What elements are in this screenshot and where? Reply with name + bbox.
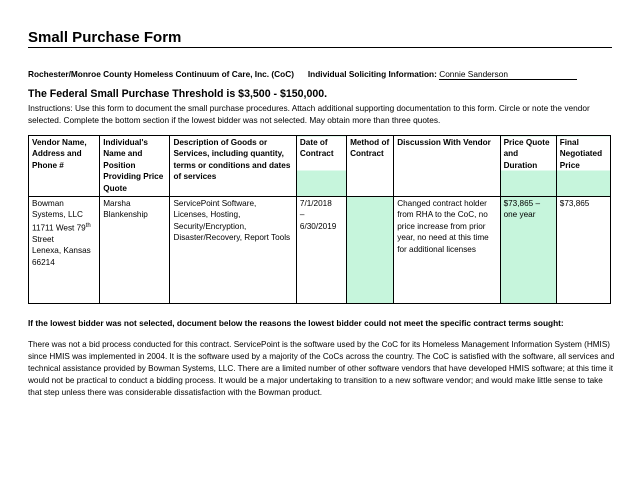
- date-end: 6/30/2019: [299, 221, 337, 231]
- header-date: Date of Contract: [296, 136, 346, 197]
- date-separator: –: [299, 210, 305, 220]
- table-header-row: [29, 136, 611, 197]
- solicit-label: Individual Soliciting Information:: [307, 69, 437, 79]
- instructions-text: Instructions: Use this form to document the small purchase procedures. Attach additional supporting documentation to this form. Circle or note the vendor selected. Complete the bottom section if the lowest bidder was not selected. May obtain more than three quotes.: [28, 103, 590, 125]
- cell-quote[interactable]: $73,865 – one year: [500, 197, 556, 304]
- cell-discussion[interactable]: Changed contract holder from RHA to the CoC, no price increase from prior year, no need at this time for additional licenses: [394, 197, 500, 304]
- cell-method[interactable]: [347, 197, 394, 304]
- org-line: [28, 69, 577, 80]
- threshold-heading: The Federal Small Purchase Threshold is $3,500 - $150,000.: [28, 88, 328, 100]
- table-row: [29, 197, 611, 304]
- header-vendor: Vendor Name, Address and Phone #: [29, 136, 100, 197]
- vendor-street-num: 11711 West 79: [32, 223, 86, 233]
- header-final: Final Negotiated Price: [556, 136, 610, 197]
- header-quote: Price Quote and Duration: [500, 136, 556, 197]
- cell-description[interactable]: ServicePoint Software, Licenses, Hosting, Security/Encryption, Disaster/Recovery, Report Tools: [170, 197, 296, 304]
- cell-date[interactable]: [296, 197, 346, 304]
- vendor-name: Bowman Systems, LLC: [32, 199, 83, 220]
- cell-individual[interactable]: Marsha Blankenship: [100, 197, 170, 304]
- solicit-name-field[interactable]: Connie Sanderson: [439, 69, 577, 80]
- cell-final[interactable]: $73,865: [556, 197, 610, 304]
- reason-body[interactable]: There was not a bid process conducted for this contract. ServicePoint is the software used by the CoC for its Homeless Management Information System (HMIS) since HMIS was implemented in 2004. It is the software used by a majority of the CoCs across the country. The CoC is satisfied with the software, all services and technical assistance provided by Bowman Systems, LLC. There are a limited number of other software vendors that have developed HMIS software; at this time it would not be practical to conduct a bidding process. It would be a major undertaking to transition to a new software vendor; and would make little sense to take that step unless there was considerable dissatisfaction with the Bowman product.: [28, 340, 615, 397]
- header-individual: Individual's Name and Position Providing Price Quote: [100, 136, 170, 197]
- cell-vendor[interactable]: [29, 197, 100, 304]
- date-start: 7/1/2018: [299, 199, 332, 208]
- header-discussion: Discussion With Vendor: [394, 136, 500, 197]
- header-method: Method of Contract: [347, 136, 394, 197]
- vendor-street-sup: th: [85, 222, 91, 229]
- vendor-city: Lenexa, Kansas 66214: [32, 246, 91, 267]
- vendor-street-rest: Street: [32, 234, 54, 244]
- form-title: Small Purchase Form: [28, 29, 612, 48]
- org-name: Rochester/Monroe County Homeless Continuum of Care, Inc. (CoC): [28, 69, 294, 79]
- reason-heading: If the lowest bidder was not selected, document below the reasons the lowest bidder could not meet the specific contract terms sought:: [28, 318, 564, 328]
- header-description: Description of Goods or Services, including quantity, terms or conditions and dates of services: [170, 136, 296, 197]
- vendor-quotes-table: [28, 135, 611, 304]
